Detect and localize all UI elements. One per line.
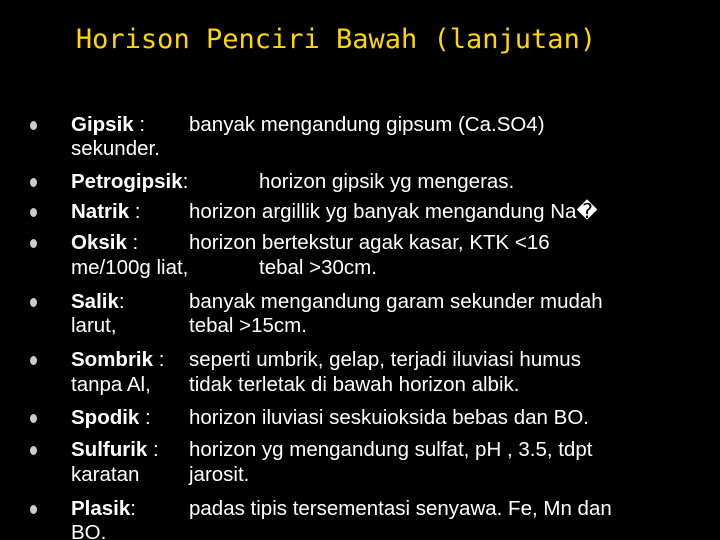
list-item-desc: horizon argillik yg banyak mengandung Na� (189, 200, 598, 223)
list-item-term (71, 290, 125, 314)
list-item-cont: larut, (71, 314, 117, 337)
term-petrogipsik: Petrogipsik (71, 170, 183, 193)
term-separator: : (153, 348, 165, 371)
bullet-icon (30, 414, 37, 423)
list-item-term (71, 113, 145, 137)
term-separator: : (118, 290, 125, 313)
list-item-term (71, 406, 151, 430)
term-separator: : (129, 200, 141, 223)
list-item-cont-right: tebal >15cm. (189, 314, 307, 337)
bullet-icon (30, 178, 37, 187)
list-item-cont-right: jarosit. (189, 463, 250, 486)
list-item-term (71, 497, 136, 521)
bullet-icon (30, 446, 37, 455)
list-item-desc: banyak mengandung garam sekunder mudah (189, 290, 603, 313)
list-item-desc: horizon bertekstur agak kasar, KTK <16 (189, 231, 550, 254)
term-spodik: Spodik (71, 406, 140, 429)
term-plasik: Plasik (71, 497, 131, 520)
bullet-icon (30, 505, 37, 514)
list-item-desc: horizon iluviasi seskuioksida bebas dan BO. (189, 406, 589, 429)
list-item-cont-right: tidak terletak di bawah horizon albik. (189, 373, 520, 396)
term-natrik: Natrik (71, 200, 130, 223)
list-item-cont: sekunder. (71, 137, 160, 160)
list-item-cont: me/100g liat, (71, 256, 189, 279)
bullet-icon (30, 121, 37, 130)
term-separator: : (182, 170, 189, 193)
term-salik: Salik (71, 290, 119, 313)
term-separator: : (139, 406, 151, 429)
term-separator: : (147, 438, 159, 461)
term-oksik: Oksik (71, 231, 127, 254)
list-item-desc: padas tipis tersementasi senyawa. Fe, Mn dan (189, 497, 612, 520)
bullet-icon (30, 298, 37, 307)
list-item-term (71, 231, 138, 255)
term-sulfurik: Sulfurik (71, 438, 148, 461)
slide-title: Horison Penciri Bawah (lanjutan) (75, 24, 597, 55)
bullet-icon (30, 208, 37, 217)
term-sombrik: Sombrik (71, 348, 154, 371)
term-gipsik: Gipsik (71, 113, 134, 136)
list-item-term (71, 348, 164, 372)
list-item-cont: BO. (71, 521, 107, 540)
term-separator: : (133, 113, 146, 136)
list-item-cont: tanpa Al, (71, 373, 151, 396)
term-separator: : (130, 497, 136, 520)
bullet-icon (30, 239, 37, 248)
list-item-desc: horizon yg mengandung sulfat, pH , 3.5, tdpt (189, 438, 593, 461)
list-item-desc: seperti umbrik, gelap, terjadi iluviasi humus (189, 348, 581, 371)
list-item-cont-right: tebal >30cm. (259, 256, 377, 279)
list-item-term (71, 200, 141, 224)
term-separator: : (126, 231, 139, 254)
bullet-icon (30, 356, 37, 365)
list-item-term (71, 170, 188, 194)
list-item-cont: karatan (71, 463, 140, 486)
list-item-term (71, 438, 159, 462)
list-item-desc: banyak mengandung gipsum (Ca.SO4) (189, 113, 545, 136)
list-item-desc: horizon gipsik yg mengeras. (259, 170, 515, 193)
